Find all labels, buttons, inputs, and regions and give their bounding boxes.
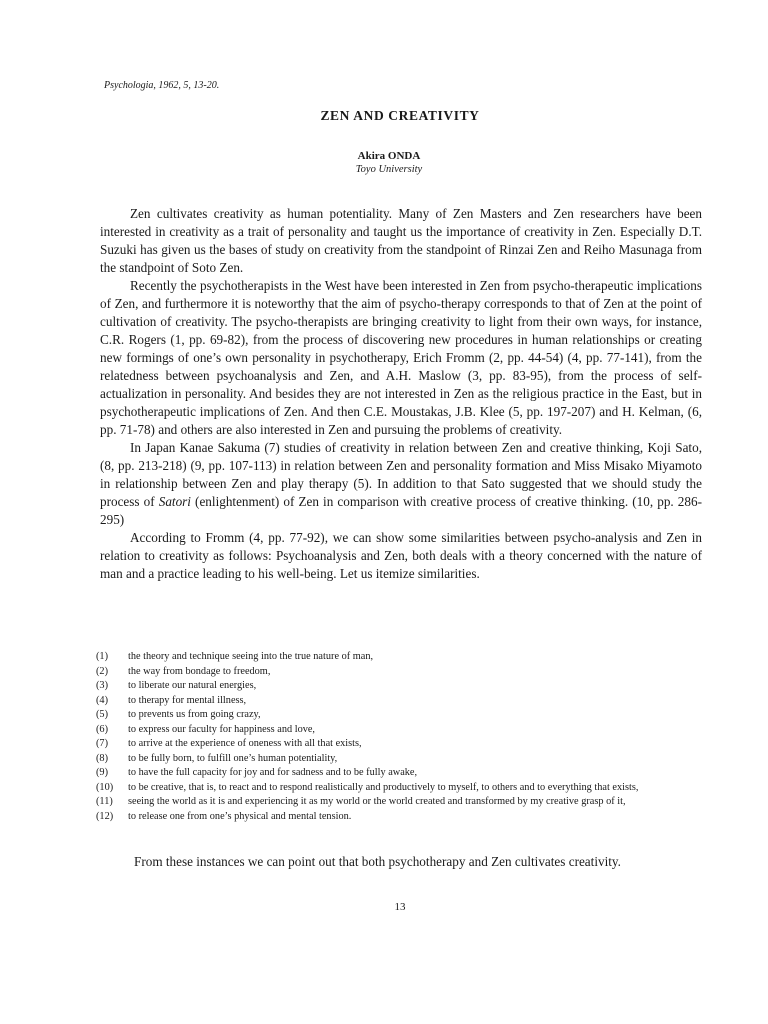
item-number: (5) xyxy=(96,709,109,720)
list-item xyxy=(96,679,704,694)
list-item xyxy=(96,694,704,709)
satori-term: Satori xyxy=(158,494,191,509)
item-text: to arrive at the experience of oneness with all that exists, xyxy=(128,738,362,749)
item-number: (11) xyxy=(96,796,113,807)
item-number: (10) xyxy=(96,781,114,793)
list-item xyxy=(96,650,704,665)
item-number: (3) xyxy=(96,680,109,691)
paragraph-1: Zen cultivates creativity as human potentiality. Many of Zen Masters and Zen researchers have been interested in creativity as a trait of personality and taught us the importance of creativity in Zen. Especially D.T. Suzuki has given us the bases of study on creativity from the standpoint of Rinzai Zen and Reiho Masunaga from the standpoint of Soto Zen. xyxy=(100,206,702,275)
item-number: (7) xyxy=(96,738,109,749)
item-text: to therapy for mental illness, xyxy=(128,694,247,706)
list-item xyxy=(96,752,704,767)
item-text: the way from bondage to freedom, xyxy=(128,665,271,677)
page-number: 13 xyxy=(394,901,406,913)
list-item xyxy=(96,795,704,810)
article-body xyxy=(100,205,702,583)
item-text: the theory and technique seeing into the true nature of man, xyxy=(128,651,374,662)
item-text: to be fully born, to fulfill one’s human potentiality, xyxy=(128,752,338,764)
list-item xyxy=(96,810,704,825)
item-number: (6) xyxy=(96,723,109,735)
item-text: to liberate our natural energies, xyxy=(128,680,257,691)
paragraph-3-text-b: (enlightenment) of Zen in comparison with creative process of creative thinking. (10, pp. 286-295) xyxy=(100,494,702,527)
item-text: to have the full capacity for joy and for sadness and to be fully awake, xyxy=(128,767,418,778)
item-number: (4) xyxy=(96,694,109,706)
article-title: ZEN AND CREATIVITY xyxy=(320,108,480,123)
paragraph-4: According to Fromm (4, pp. 77-92), we can show some similarities between psycho-analysis and Zen in relation to creativity as follows: Psychoanalysis and Zen, both deals with a theory concerned with the nature of man and a practice leading to his well-being. Let us itemize similarities. xyxy=(100,530,702,581)
author-name: Akira ONDA xyxy=(357,150,421,162)
list-item xyxy=(96,781,704,796)
item-text: to express our faculty for happiness and love, xyxy=(128,723,316,735)
item-number: (12) xyxy=(96,810,114,822)
list-item xyxy=(96,737,704,752)
item-text: to release one from one’s physical and mental tension. xyxy=(128,810,352,822)
item-text: to be creative, that is, to react and to respond realistically and productively to myself, to others and to everything that exists, xyxy=(128,781,639,793)
paragraph-3 xyxy=(100,439,702,529)
list-item xyxy=(96,665,704,680)
list-item xyxy=(96,723,704,738)
closing-paragraph-wrapper xyxy=(102,853,702,871)
item-number: (1) xyxy=(96,651,109,662)
paragraph-2: Recently the psychotherapists in the West have been interested in Zen from psycho-therapeutic implications of Zen, and furthermore it is noteworthy that the aim of psycho-therapy corresponds to that of Zen at the point of cultivation of creativity. The psycho-therapists are bringing creativity to light from their own ways, for instance, C.R. Rogers (1, pp. 69-82), from the process of discovering new procedures in human relationships or creating new formings of one’s own personality in psychotherapy, Erich Fromm (2, pp. 44-54) (4, pp. 77-141), from the relatedness between psychoanalysis and Zen, and A.H. Maslow (3, pp. 83-95), from the process of self-actualization in personality. And besides they are not interested in Zen as the religious practice in the East, but in psychotherapeutic implications of Zen. And then C.E. Moustakas, J.B. Klee (5, pp. 197-207) and H. Kelman, (6, pp. 71-78) and others are also interested in Zen and pursuing the problems of creativity. xyxy=(100,278,702,437)
list-item xyxy=(96,708,704,723)
similarities-list xyxy=(96,650,704,824)
item-number: (9) xyxy=(96,767,109,778)
journal-citation: Psychologia, 1962, 5, 13-20. xyxy=(104,80,220,91)
item-number: (8) xyxy=(96,752,109,764)
item-number: (2) xyxy=(96,665,109,677)
item-text: to prevents us from going crazy, xyxy=(128,709,261,720)
author-affiliation: Toyo University xyxy=(355,164,423,175)
list-item xyxy=(96,766,704,781)
item-text: seeing the world as it is and experiencing it as my world or the world created and transformed by my creative grasp of it, xyxy=(128,796,626,807)
closing-paragraph: From these instances we can point out that both psychotherapy and Zen cultivates creativity. xyxy=(134,854,621,869)
paragraph-3-text-a: In Japan Kanae Sakuma (7) studies of creativity in relation between Zen and creative thinking, Koji Sato, (8, pp. 213-218) (9, pp. 107-113) in relation between Zen and personality formation and Miss Misako Miyamoto in relationship between Zen and play therapy (5). In addition to that Sato suggested that we should study the process of xyxy=(100,440,702,509)
